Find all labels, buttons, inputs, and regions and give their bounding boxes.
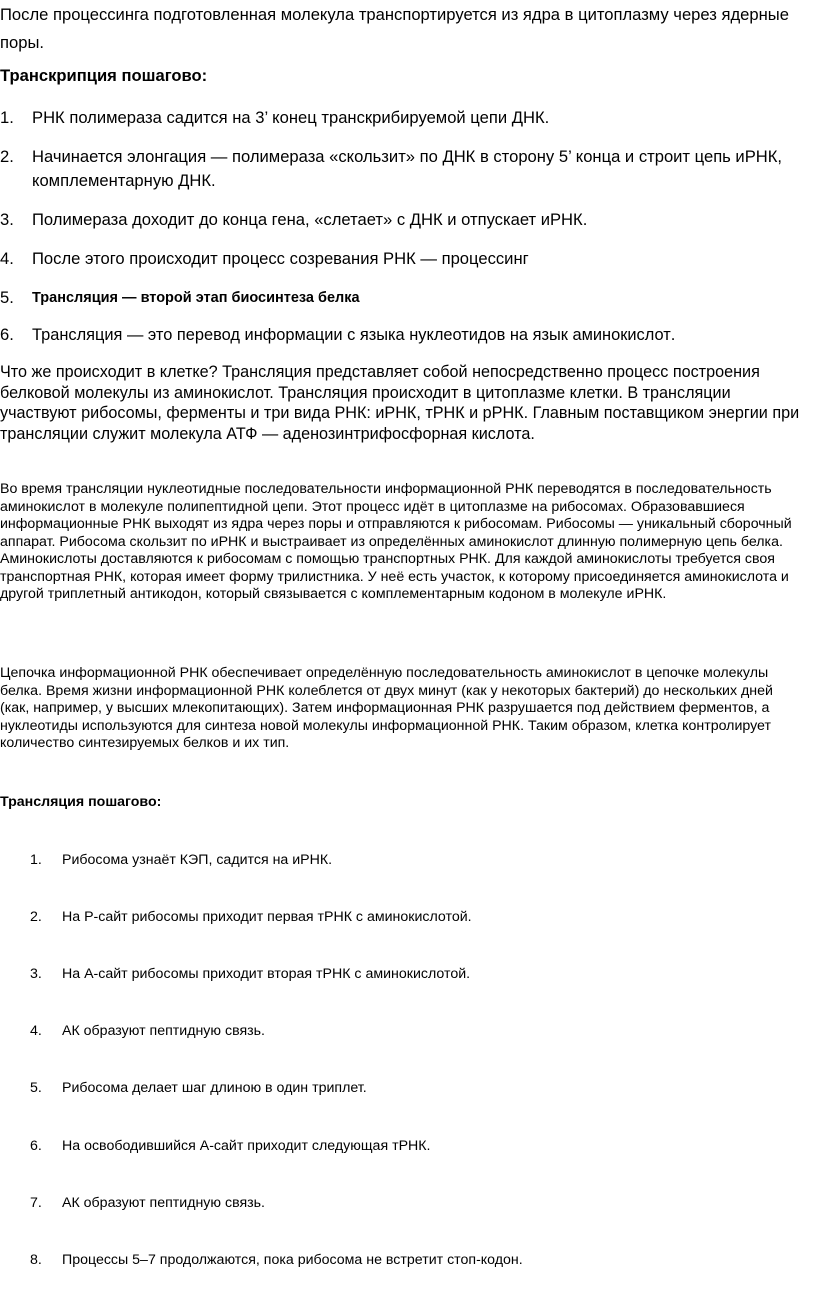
step-text: На освободившийся А-сайт приходит следующая тРНК. bbox=[62, 1138, 431, 1154]
step-number: 7. bbox=[30, 1195, 42, 1211]
step-text: Рибосома узнаёт КЭП, садится на иРНК. bbox=[62, 852, 333, 868]
step-text: На А-сайт рибосомы приходит вторая тРНК с аминокислотой. bbox=[62, 966, 471, 982]
step-number: 4. bbox=[30, 1023, 42, 1039]
mrna-lifetime-paragraph: Цепочка информационной РНК обеспечивает определённую последовательность аминокислот в цепочке молекулы белка. Время жизни информационной РНК колеблется от двух минут (как у некоторых бактерий) до нескольких дней (как, например, у высших млекопитающих). Затем информационная РНК разрушается под действием ферментов, а нуклеотиды используются для синтеза новой молекулы информационной РНК. Таким образом, клетка контролирует количество синтезируемых белков и их тип. bbox=[0, 665, 773, 751]
step-number: 1. bbox=[0, 108, 14, 127]
step-number: 5. bbox=[0, 288, 14, 307]
step-number: 2. bbox=[30, 909, 42, 925]
transcription-step-6 bbox=[0, 323, 800, 347]
step-text: АК образуют пептидную связь. bbox=[62, 1195, 265, 1211]
step-number: 3. bbox=[30, 966, 42, 982]
transcription-step-4 bbox=[0, 247, 800, 271]
step-number: 1. bbox=[30, 852, 42, 868]
translation-process-paragraph: Во время трансляции нуклеотидные последовательности информационной РНК переводятся в последовательность аминокислот в молекуле полипептидной цепи. Этот процесс идёт в цитоплазме на рибосомах. Образовавшиеся информационные РНК выходят из ядра через поры и отправляются к рибосомам. Рибосомы — уникальный сборочный аппарат. Рибосома скользит по иРНК и выстраивает из определённых аминокислот длинную полимерную цепь белка. Аминокислоты доставляются к рибосомам с помощью транспортных РНК. Для каждой аминокислоты требуется своя транспортная РНК, которая имеет форму трилистника. У неё есть участок, к которому присоединяется аминокислота и другой триплетный антикодон, который связывается с комплементарным кодоном в молекуле иРНК. bbox=[0, 481, 792, 602]
transcription-step-3 bbox=[0, 208, 800, 232]
step-number: 6. bbox=[0, 325, 14, 344]
step-number: 4. bbox=[0, 249, 14, 268]
step-text: После этого происходит процесс созревания РНК — процессинг bbox=[32, 249, 529, 268]
step-number: 8. bbox=[30, 1252, 42, 1268]
step-text: РНК полимераза садится на 3’ конец транскрибируемой цепи ДНК. bbox=[32, 108, 550, 127]
transcription-step-1 bbox=[0, 106, 800, 130]
step-text: АК образуют пептидную связь. bbox=[62, 1023, 265, 1039]
step-text: Трансляция — второй этап биосинтеза белка bbox=[32, 290, 360, 306]
step-text: Трансляция — это перевод информации с языка нуклеотидов на язык аминокислот bbox=[32, 326, 671, 344]
step-number: 3. bbox=[0, 210, 14, 229]
step-number: 6. bbox=[30, 1138, 42, 1154]
step-text: Процессы 5–7 продолжаются, пока рибосома не встретит стоп-кодон. bbox=[62, 1252, 523, 1268]
step-suffix: . bbox=[670, 325, 676, 344]
step-number: 5. bbox=[30, 1080, 42, 1096]
step-number: 2. bbox=[0, 147, 14, 166]
translation-intro-paragraph: Что же происходит в клетке? Трансляция представляет собой непосредственно процесс построения белковой молекулы из аминокислот. Трансляция происходит в цитоплазме клетки. В трансляции участвуют рибосомы, ферменты и три вида РНК: иРНК, тРНК и рРНК. Главным поставщиком энергии при трансляции служит молекула АТФ — аденозинтрифосфорная кислота. bbox=[0, 363, 800, 443]
transcription-step-2 bbox=[0, 145, 800, 193]
transcription-heading: Транскрипция пошагово: bbox=[0, 66, 208, 85]
step-text: Полимераза доходит до конца гена, «слетает» с ДНК и отпускает иРНК. bbox=[32, 210, 588, 229]
step-text: Начинается элонгация — полимераза «скользит» по ДНК в сторону 5’ конца и строит цепь иРНК, комплементарную ДНК. bbox=[32, 147, 783, 190]
transcription-step-5 bbox=[0, 286, 800, 310]
step-text: Рибосома делает шаг длиною в один триплет. bbox=[62, 1080, 367, 1096]
translation-heading: Трансляция пошагово: bbox=[0, 794, 162, 810]
step-text: На Р-сайт рибосомы приходит первая тРНК с аминокислотой. bbox=[62, 909, 472, 925]
intro-paragraph: После процессинга подготовленная молекула транспортируется из ядра в цитоплазму через ядерные поры. bbox=[0, 5, 789, 52]
